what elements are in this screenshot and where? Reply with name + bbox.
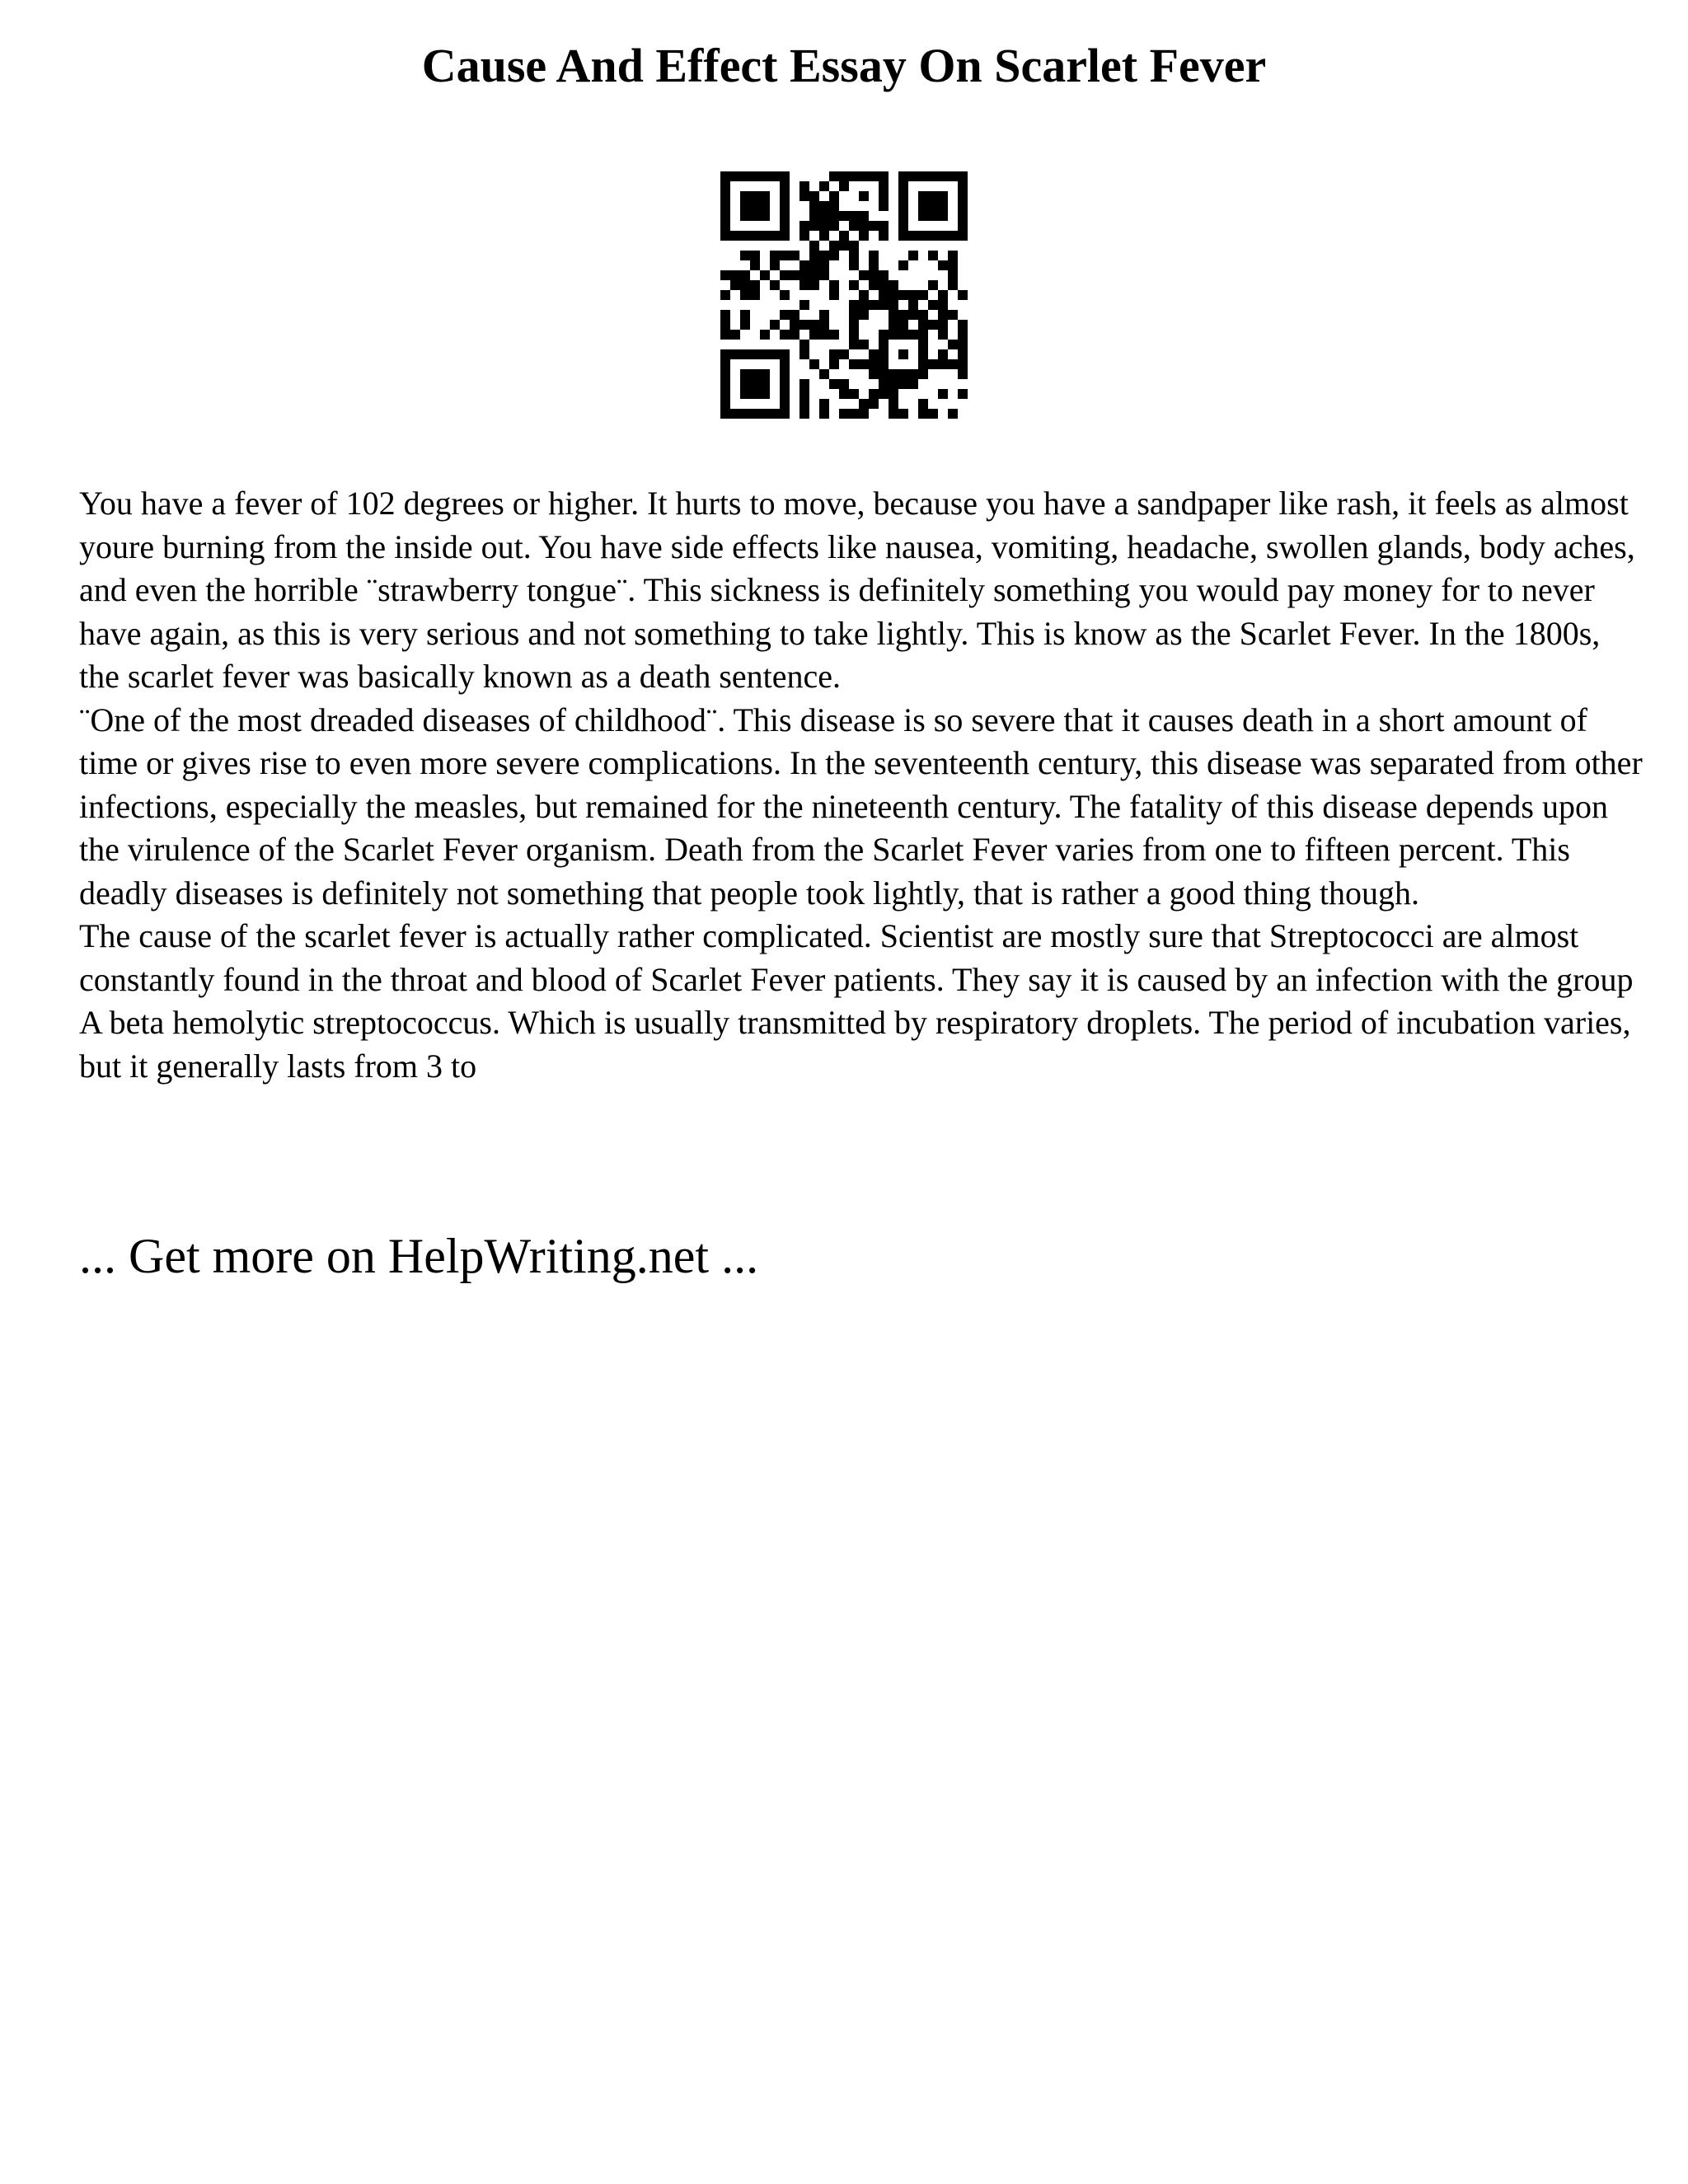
qr-code-icon [720, 171, 968, 419]
essay-paragraph: You have a fever of 102 degrees or higher. It hurts to move, because you have a sandpaper like rash, it feels as almost youre burning from the inside out. You have side effects like nausea, vomiting, headache, swollen glands, body aches, and even the horrible ¨strawberry tongue¨. This sickness is definitely something you would pay money for to never have again, as this is very serious and not something to take lightly. This is know as the Scarlet Fever. In the 1800s, the scarlet fever was basically known as a death sentence. [79, 485, 1635, 695]
essay-body [79, 482, 1645, 1088]
page-title: Cause And Effect Essay On Scarlet Fever [421, 39, 1267, 92]
essay-paragraph: ¨One of the most dreaded diseases of childhood¨. This disease is so severe that it causes death in a short amount of time or gives rise to even more severe complications. In the seventeenth century, this disease was separated from other infections, especially the measles, but remained for the nineteenth century. The fatality of this disease depends upon the virulence of the Scarlet Fever organism. Death from the Scarlet Fever varies from one to fifteen percent. This deadly diseases is definitely not something that people took lightly, that is rather a good thing though. [79, 701, 1643, 912]
get-more-link[interactable]: ... Get more on HelpWriting.net ... [79, 1229, 759, 1283]
essay-paragraph: The cause of the scarlet fever is actually rather complicated. Scientist are mostly sure that Streptococci are almost constantly found in the throat and blood of Scarlet Fever patients. They say it is caused by an infection with the group A beta hemolytic streptococcus. Which is usually transmitted by respiratory droplets. The period of incubation varies, but it generally lasts from 3 to [79, 917, 1634, 1085]
